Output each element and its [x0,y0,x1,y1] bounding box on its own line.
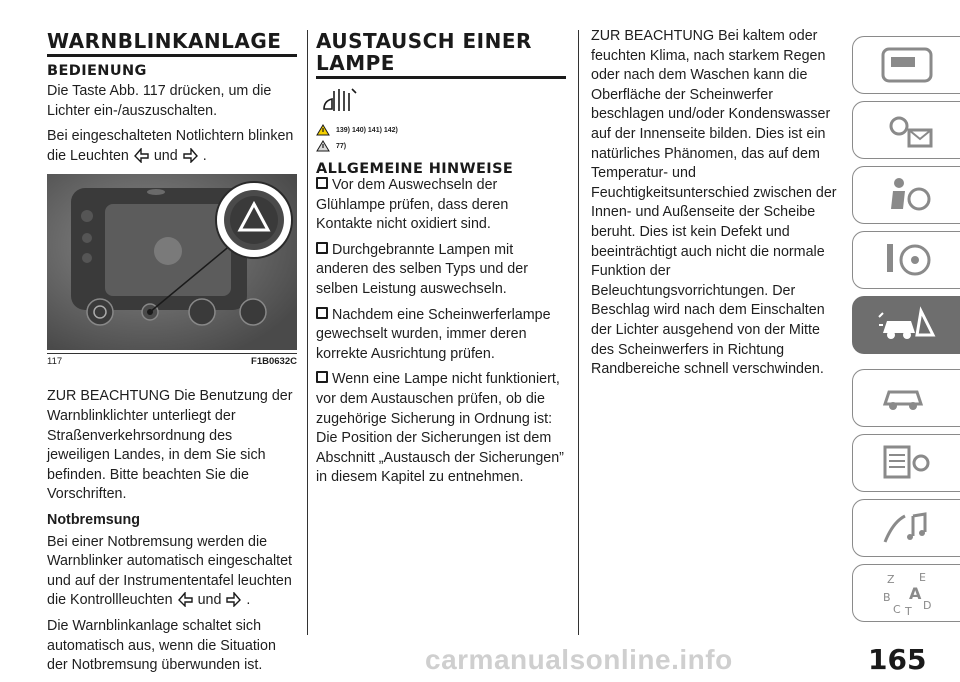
index-letter: C [892,603,901,616]
page-number: 165 [868,643,927,676]
column-note [591,30,841,386]
bullet-item [316,241,566,300]
index-letter: E [918,571,926,584]
paragraph: Die Taste Abb. 117 drücken, um die Lichter ein-/auszuschalten. [47,83,272,119]
tab-emergency[interactable] [852,296,960,354]
bullet-square-icon [316,242,328,254]
paragraph [47,533,297,611]
tab-safety[interactable] [852,166,960,224]
bullet-item [316,370,566,488]
column-divider [578,30,579,635]
tab-warning-lights[interactable] [852,101,960,159]
index-letter: D [922,599,931,612]
subsection-title: BEDIENUNG [47,63,147,79]
emergency-car-icon [877,303,937,347]
text: . [202,147,207,164]
turn-signal-right-icon [226,592,241,607]
bullet-item [316,176,566,235]
text: und [197,592,222,609]
subsection-title: ALLGEMEINE HINWEISE [316,161,514,177]
airbag-seat-icon [877,173,937,217]
tab-dashboard[interactable] [852,36,960,94]
bullet-square-icon [316,307,328,319]
watermark: carmanualsonline.info [425,644,733,675]
index-letter: A [908,584,921,603]
tab-start-driving[interactable] [852,231,960,289]
index-letters-icon [877,569,937,617]
text: Nachdem eine Scheinwerferlampe gewechselt wurden, immer deren korrekte Ausrichtung prüfen. [316,306,551,362]
figure-number: 117 [47,356,63,368]
column-austausch [316,30,566,494]
figure-code: F1B0632C [251,356,297,368]
column-warnblinkanlage [47,30,297,682]
index-letter: B [882,591,891,604]
paragraph: Die Warnblinkanlage schaltet sich automatisch aus, wenn die Situation der Notbremsung überwunden ist. [47,617,276,674]
text: Vor dem Auswechseln der Glühlampe prüfen, dass deren Kontakte nicht oxidiert sind. [316,177,509,233]
car-service-icon [877,376,937,420]
turn-signal-left-icon [178,592,193,607]
index-letter: Z [886,573,895,586]
dashboard-illustration [47,174,297,350]
note-paragraph: ZUR BEACHTUNG Die Benutzung der Warnblinklichter unterliegt der Straßenverkehrsordnung des jeweiligen Landes, in dem Sie sich befinden. Bitte beachten Sie die Vorschriften. [47,388,293,503]
warning-lights-mail-icon [877,108,937,152]
tab-multimedia[interactable] [852,499,960,557]
figure-caption [47,353,297,367]
multimedia-icon [877,506,937,550]
car-dashboard-icon [877,43,937,87]
turn-signal-right-icon [183,148,198,163]
section-title: WARNBLINKANLAGE [47,30,297,57]
warning-refs-text: 139) 140) 141) 142) [336,126,398,134]
tab-index[interactable] [852,564,960,622]
bullet-square-icon [316,371,328,383]
figure-hazard-button [47,174,297,350]
tab-specs[interactable] [852,434,960,492]
section-title: AUSTAUSCH EINER LAMPE [316,30,566,79]
specs-gear-icon [877,441,937,485]
index-letter: T [904,605,912,617]
caution-triangle-icon [316,140,330,152]
subheading-notbremsung: Notbremsung [47,511,140,528]
lamp-bulb-icon [320,87,360,115]
text: und [153,147,178,164]
steering-key-icon [877,238,937,282]
warning-references [316,124,566,136]
caution-refs-text: 77) [336,142,347,150]
bullet-item [316,306,566,365]
turn-signal-left-icon [134,148,149,163]
note-paragraph: ZUR BEACHTUNG Bei kaltem oder feuchten Klima, nach starkem Regen oder nach dem Waschen kann die Oberfläche der Scheinwerfer beschlagen und/oder Kondenswasser auf der Innenseite bilden. Dies ist ein natürliches Phänomen, das auf dem Temperatur- und Feuchtigkeitsunterschied zwischen der Innen- und Außenseite der Scheibe beruht. Dies ist kein Defekt und beeinträchtigt auch nicht die normale Funktion der Beleuchtungsvorrichtungen. Der Beschlag wird nach dem Einschalten der Lichter ausgehend von der Mitte des Scheinwerfers in Richtung Randbereiche schnell verschwinden. [591,28,837,378]
warning-triangle-icon [316,124,330,136]
bullet-square-icon [316,177,328,189]
paragraph [47,127,297,166]
lamp-symbol [320,87,566,120]
text: Bei einer Notbremsung werden die Warnblinker automatisch eingeschaltet und auf der Instrumententafel leuchten die Kontrollleuchten [47,533,293,609]
text: Durchgebrannte Lampen mit anderen des selben Typs und der selben Leistung auswechseln. [316,241,528,297]
caution-references [316,140,566,152]
text: Bei eingeschalteten Notlichtern blinken die Leuchten [47,128,294,164]
text: Wenn eine Lampe nicht funktioniert, vor dem Austauschen prüfen, ob die zugehörige Sicherung in Ordnung ist: Die Position der Sicherungen ist dem Abschnitt „Austausch der Sicherungen” in diesem Kapitel zu entnehmen. [316,371,564,486]
column-divider [307,30,308,635]
text: . [246,592,251,609]
tab-service[interactable] [852,369,960,427]
